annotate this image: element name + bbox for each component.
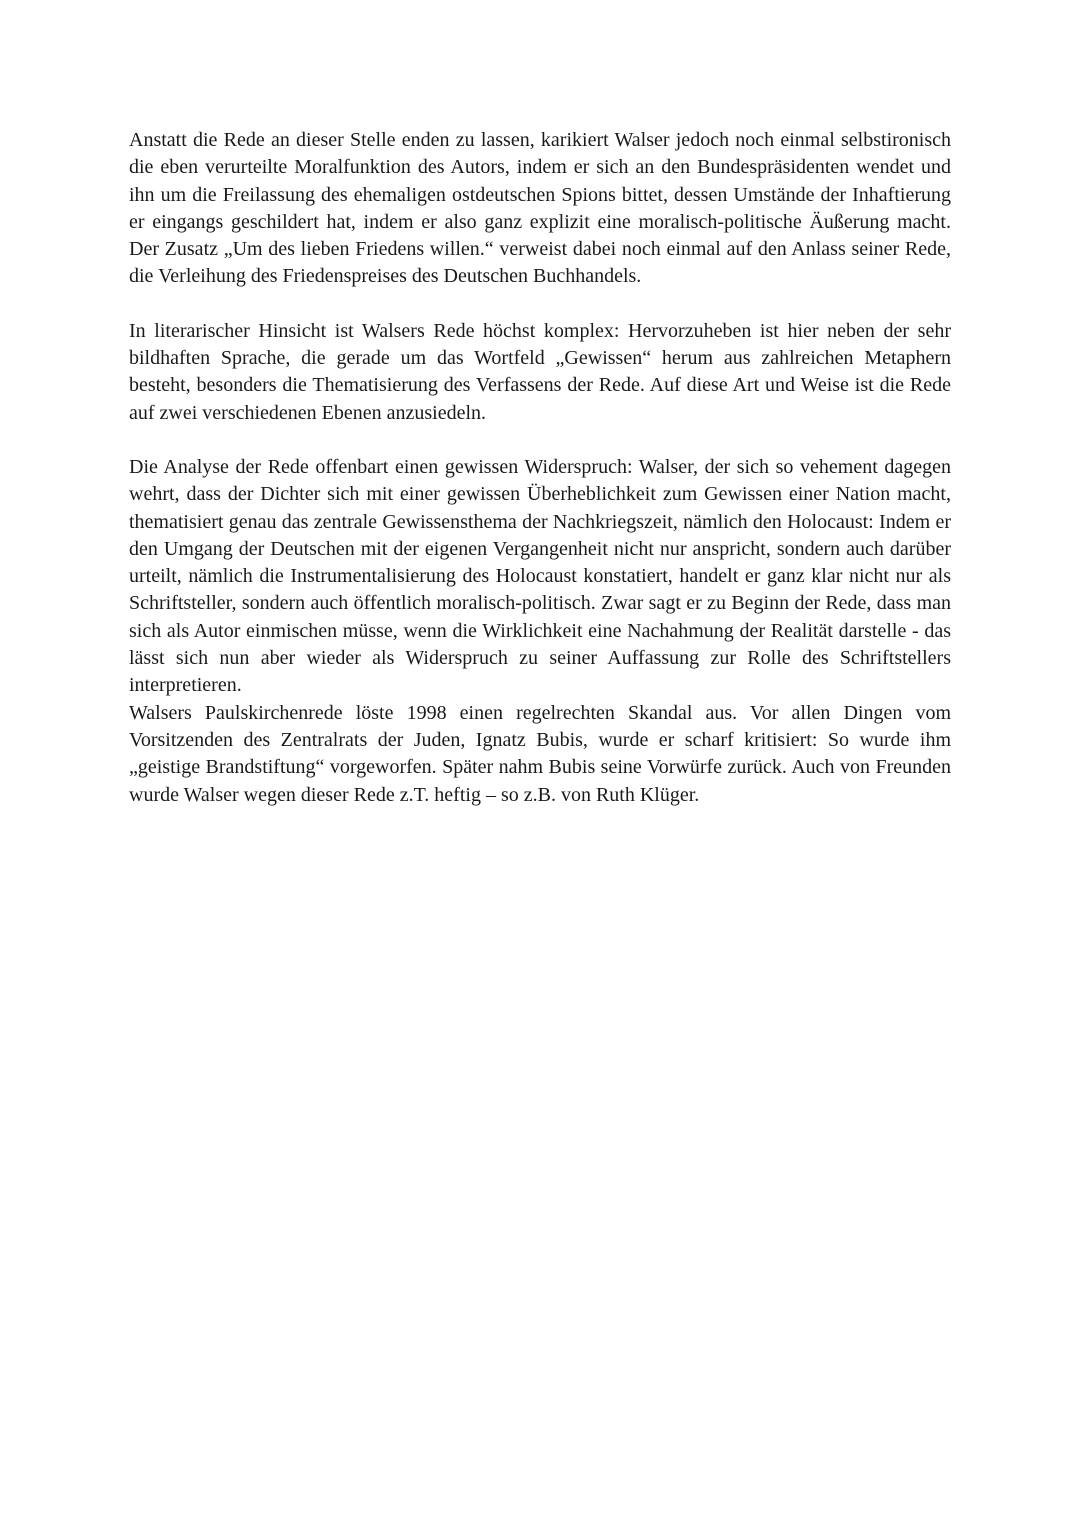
paragraph-literarische-hinsicht: In literarischer Hinsicht ist Walsers Rede höchst komplex: Hervorzuheben ist hier neben der sehr bildhaften Sprache, die gerade um das Wortfeld „Gewissen“ herum aus zahlreichen Metaphern besteht, besonders die Thematisierung des Verfassens der Rede. Auf diese Art und Weise ist die Rede auf zwei verschiedenen Ebenen anzusiedeln.: [129, 319, 951, 424]
text-column: [129, 127, 951, 809]
paragraph-rede-ende: Anstatt die Rede an dieser Stelle enden zu lassen, karikiert Walser jedoch noch einmal selbstironisch die eben verurteilte Moralfunktion des Autors, indem er sich an den Bundespräsidenten wendet und ihn um die Freilassung des ehemaligen ostdeutschen Spions bittet, dessen Umstände der Inhaftierung er eingangs geschildert hat, indem er also ganz explizit eine moralisch-politische Äußerung macht. Der Zusatz „Um des lieben Friedens willen.“ verweist dabei noch einmal auf den Anlass seiner Rede, die Verleihung des Friedenspreises des Deutschen Buchhandels.: [129, 129, 951, 288]
paragraph-analyse-widerspruch: Die Analyse der Rede offenbart einen gewissen Widerspruch: Walser, der sich so vehement dagegen wehrt, dass der Dichter sich mit einer gewissen Überheblichkeit zum Gewissen einer Nation macht, thematisiert genau das zentrale Gewissensthema der Nachkriegszeit, nämlich den Holocaust: Indem er den Umgang der Deutschen mit der eigenen Vergangenheit nicht nur anspricht, sondern auch darüber urteilt, nämlich die Instrumentalisierung des Holocaust konstatiert, handelt er ganz klar nicht nur als Schriftsteller, sondern auch öffentlich moralisch-politisch. Zwar sagt er zu Beginn der Rede, dass man sich als Autor einmischen müsse, wenn die Wirklichkeit eine Nachahmung der Realität darstelle - das lässt sich nun aber wieder als Widerspruch zu seiner Auffassung zur Rolle des Schriftstellers interpretieren.: [129, 455, 951, 697]
paragraph-skandal: Walsers Paulskirchenrede löste 1998 einen regelrechten Skandal aus. Vor allen Dingen vom Vorsitzenden des Zentralrats der Juden, Ignatz Bubis, wurde er scharf kritisiert: So wurde ihm „geistige Brandstiftung“ vorgeworfen. Später nahm Bubis seine Vorwürfe zurück. Auch von Freunden wurde Walser wegen dieser Rede z.T. heftig – so z.B. von Ruth Klüger.: [129, 701, 951, 806]
